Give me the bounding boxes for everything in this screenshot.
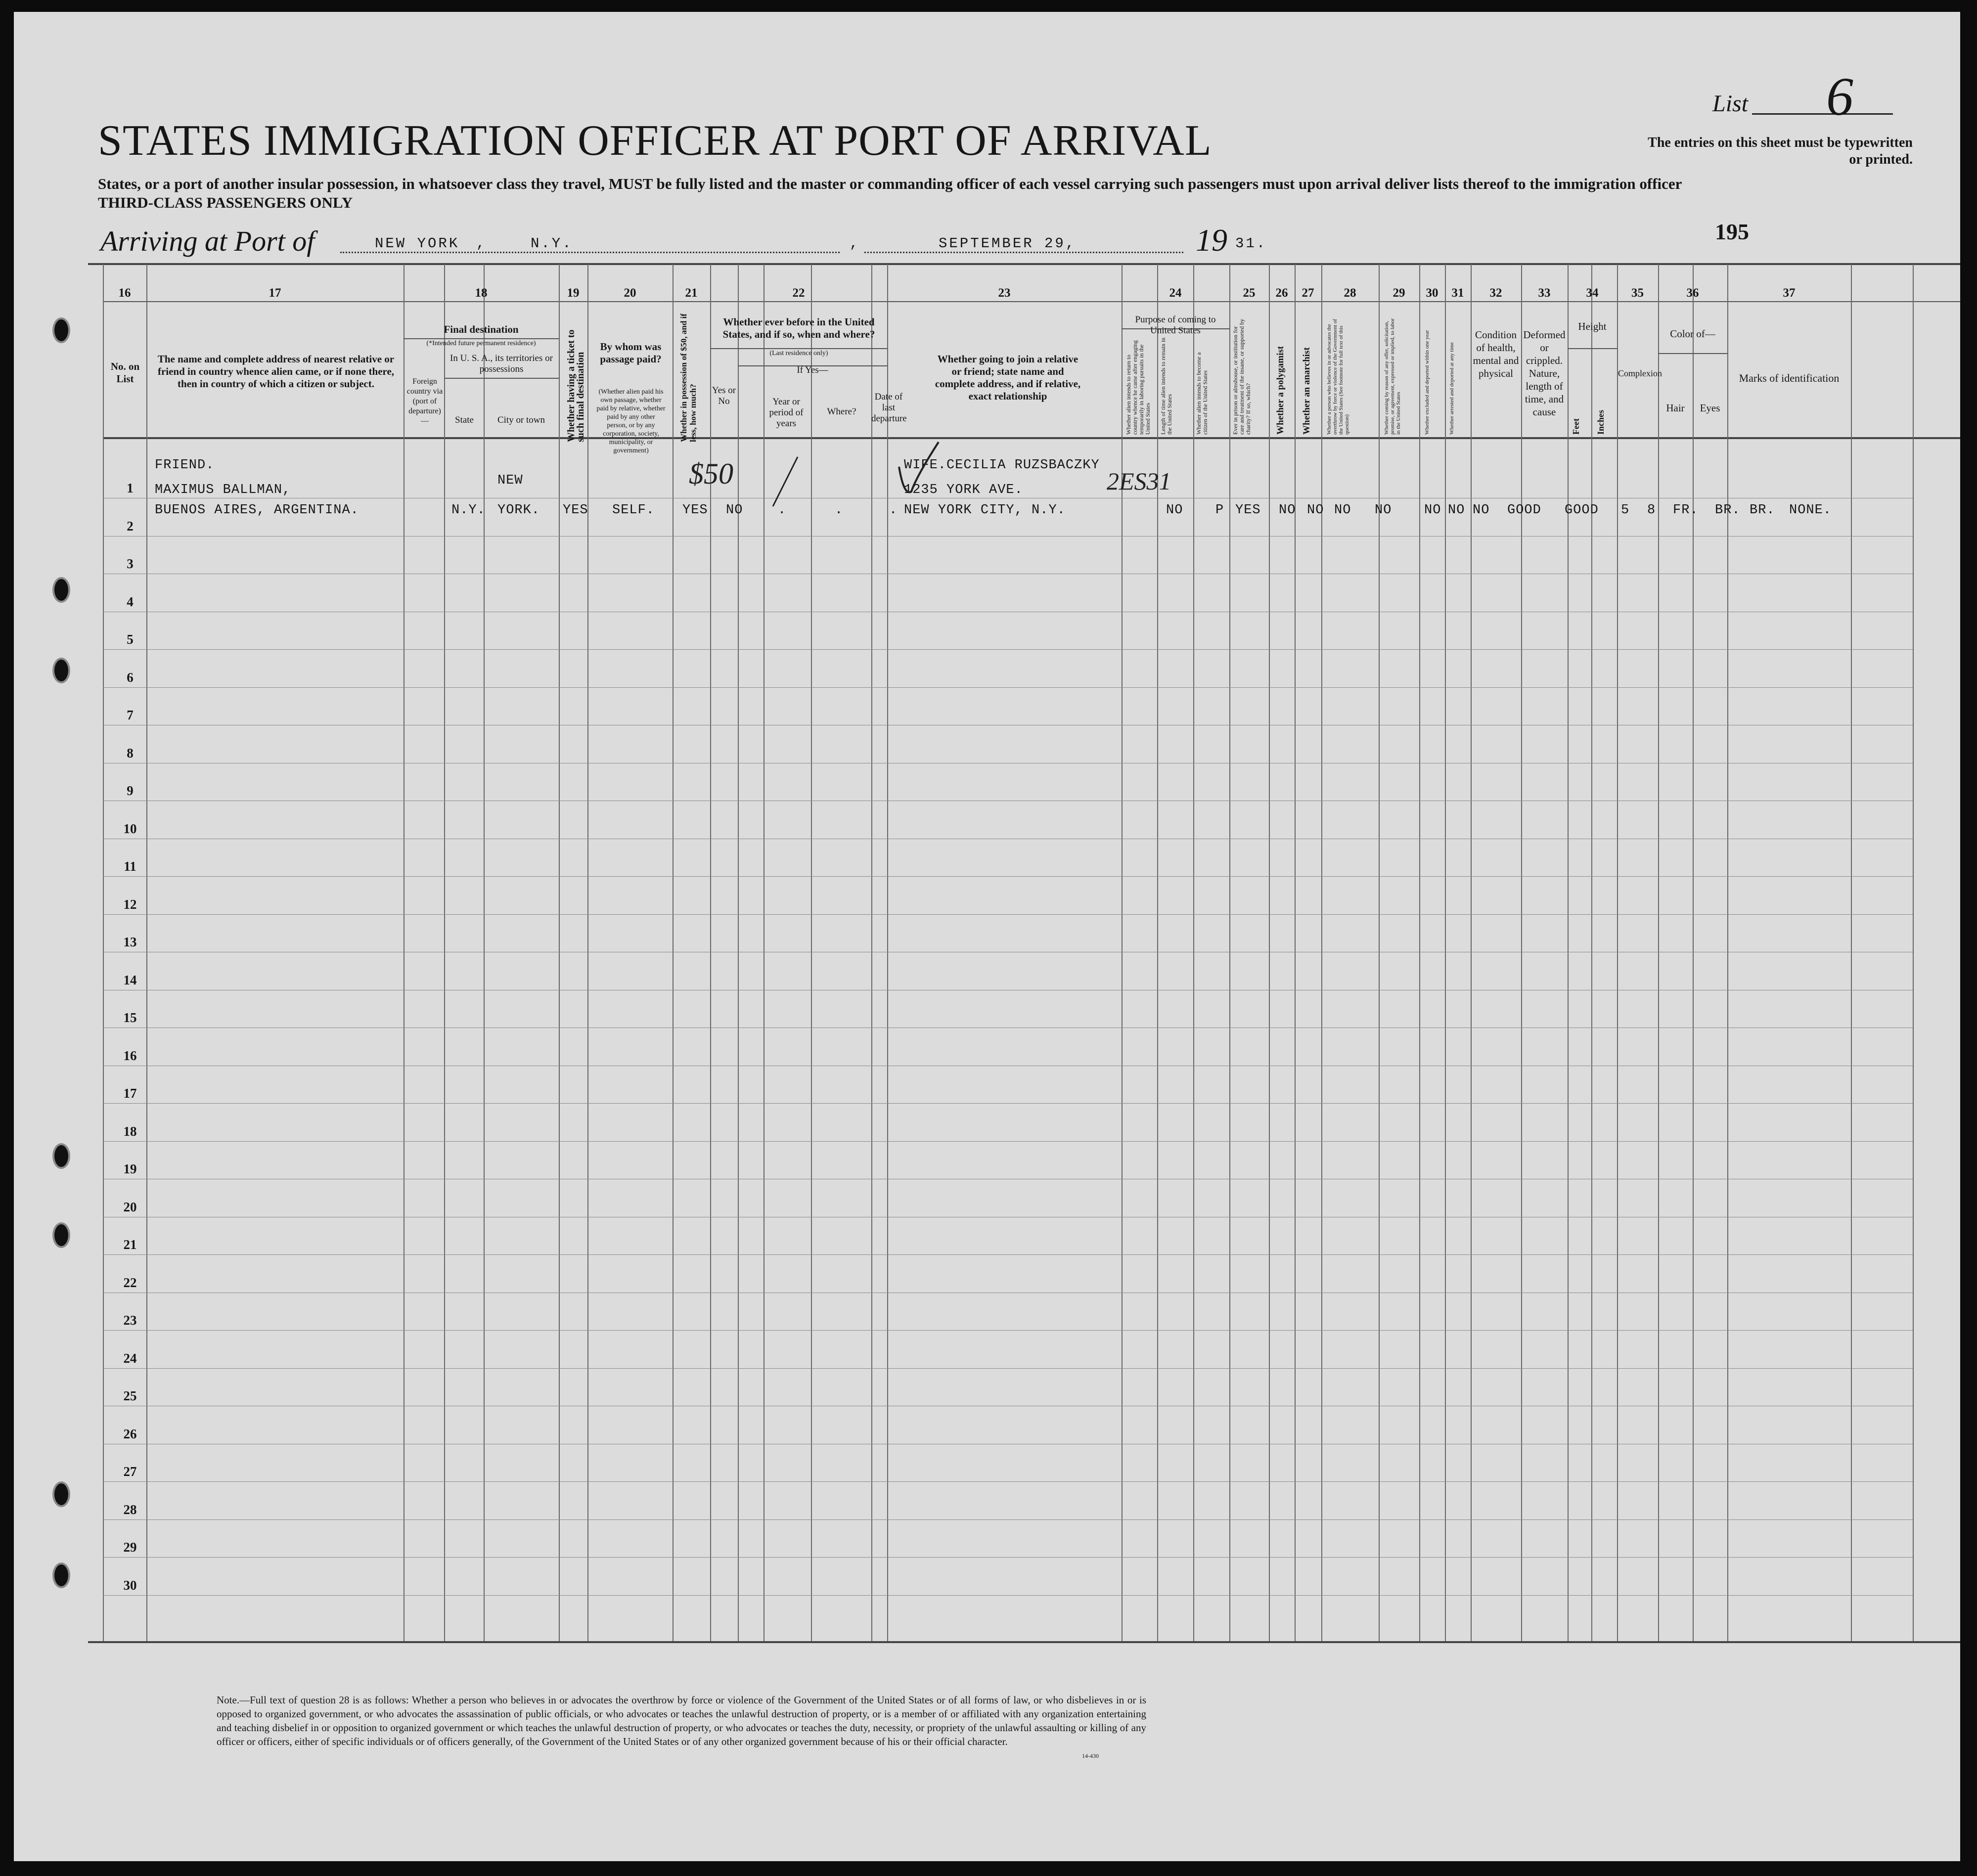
- header-passage-note: (Whether alien paid his own passage, whether paid by relative, whether paid by any other person, or by any corporation, society, municipality, or government): [596, 388, 666, 454]
- col-num: 34: [1586, 286, 1599, 300]
- handwritten-check-mark: [889, 437, 948, 506]
- row-rule: [103, 1141, 1913, 1142]
- row-number: 14: [123, 973, 137, 987]
- header-hair: Hair: [1666, 402, 1685, 414]
- column-divider: [1693, 264, 1694, 1641]
- class-notice: THIRD-CLASS PASSENGERS ONLY: [98, 194, 353, 211]
- q28-value: NO: [1375, 503, 1392, 518]
- header-purpose: Purpose of coming to United States: [1135, 314, 1216, 336]
- list-label: List: [1712, 90, 1749, 117]
- row-number: 26: [123, 1427, 137, 1441]
- table-bottom-border: [88, 1641, 1960, 1643]
- column-divider: [1471, 264, 1472, 1641]
- header-in-usa: In U. S. A., its territories or possessions: [450, 353, 553, 374]
- punch-hole: [52, 317, 70, 343]
- header-last-residence-note: (Last residence only): [769, 350, 828, 357]
- col-num: 37: [1783, 286, 1796, 300]
- header-relative-address: The name and complete address of nearest relative or friend in country whence alien came, or if none there, then in country of which a citizen or subject.: [157, 353, 395, 390]
- height-rule: [1568, 348, 1617, 349]
- destination-city-line1: NEW: [497, 473, 523, 488]
- column-divider: [444, 264, 445, 1641]
- col-num: 26: [1275, 286, 1288, 300]
- handwritten-amount: $50: [689, 457, 733, 490]
- column-number-rule: [103, 301, 1960, 302]
- col-num: 27: [1302, 286, 1314, 300]
- column-divider: [1379, 264, 1380, 1641]
- header-year-period: Year or period of years: [769, 397, 804, 429]
- row-rule: [103, 1330, 1913, 1331]
- row-rule: [103, 649, 1913, 650]
- header-ticket: Whether having a ticket to such final destination: [566, 329, 586, 442]
- row-number: 5: [127, 632, 134, 647]
- header-possession-50: Whether in possession of $50, and if less, how much?: [679, 313, 698, 442]
- punch-hole: [52, 1481, 70, 1507]
- eyes-value: BR.: [1750, 503, 1775, 518]
- row-rule: [103, 1557, 1913, 1558]
- header-date-last-departure: Date of last departure: [871, 392, 907, 424]
- col-num: 19: [567, 286, 580, 300]
- deformed-value: GOOD: [1565, 503, 1599, 518]
- header-purpose-length: Length of time alien intends to remain in the United States: [1160, 337, 1173, 435]
- destination-city-line2: YORK.: [497, 503, 540, 518]
- col-num: 28: [1344, 286, 1356, 300]
- return-value: NO: [1166, 503, 1183, 518]
- row-number: 6: [127, 670, 134, 685]
- row-rule: [103, 687, 1913, 688]
- column-divider: [1851, 264, 1852, 1641]
- col-num: 31: [1451, 286, 1464, 300]
- header-height: Height: [1578, 320, 1607, 332]
- column-divider: [587, 264, 588, 1641]
- column-divider: [1229, 264, 1230, 1641]
- header-prison: Ever in prison or almshouse, or institution for care and treatment of the insane, or supported by charity? If so, which?: [1232, 318, 1252, 435]
- column-divider: [1658, 264, 1659, 1641]
- row-number: 4: [127, 594, 134, 609]
- port-state: N.Y.: [531, 235, 573, 252]
- q29-value: NO: [1424, 503, 1441, 518]
- row-number: 18: [123, 1124, 137, 1139]
- header-no-on-list: No. on List: [110, 360, 140, 385]
- header-bottom-rule: [103, 437, 1960, 439]
- column-divider: [738, 264, 739, 1641]
- header-purpose-citizen: Whether alien intends to become a citizen of the United States: [1195, 352, 1209, 435]
- header-feet: Feet: [1571, 418, 1581, 435]
- header-inches: Inches: [1596, 409, 1606, 435]
- header-where: Where?: [827, 406, 856, 417]
- column-divider: [1727, 264, 1728, 1641]
- header-polygamist: Whether a polygamist: [1275, 346, 1286, 435]
- column-divider: [103, 264, 104, 1641]
- table-top-border: [88, 263, 1960, 265]
- header-marks: Marks of identification: [1739, 372, 1840, 384]
- q30-value: NO: [1448, 503, 1465, 518]
- col-num: 25: [1243, 286, 1256, 300]
- row-rule: [103, 1595, 1913, 1596]
- column-divider: [1617, 264, 1618, 1641]
- col-num: 17: [269, 286, 281, 300]
- col-num: 35: [1631, 286, 1644, 300]
- form-number: 14-430: [1082, 1752, 1099, 1759]
- column-divider: [1269, 264, 1270, 1641]
- handwritten-tick: [768, 452, 808, 516]
- col-num: 16: [118, 286, 131, 300]
- header-condition: Condition of health, mental and physical: [1473, 329, 1519, 379]
- col-num: 18: [475, 286, 488, 300]
- header-city: City or town: [497, 415, 545, 425]
- row-number: 7: [127, 708, 134, 722]
- row-number: 22: [123, 1275, 137, 1290]
- row-rule: [103, 1519, 1913, 1520]
- arrival-date: SEPTEMBER 29,: [939, 235, 1077, 252]
- col-num: 20: [624, 286, 636, 300]
- ticket-value: YES: [563, 503, 588, 518]
- col-num: 23: [998, 286, 1011, 300]
- header-paragraph: States, or a port of another insular possession, in whatsoever class they travel, MUST be fully listed and the master or commanding officer of each vessel carrying such passengers must upon arrival deliver lists thereof to the immigration officer: [98, 175, 1682, 192]
- polygamist-value: NO: [1307, 503, 1324, 518]
- year-19: 19: [1196, 223, 1227, 258]
- column-divider: [1591, 264, 1592, 1641]
- column-divider: [559, 264, 560, 1641]
- arriving-label: Arriving at Port of: [100, 225, 315, 257]
- usa-rule: [444, 378, 559, 379]
- column-divider: [1193, 264, 1194, 1641]
- handwritten-code: 2ES31: [1107, 467, 1171, 495]
- header-question-28: Whether a person who believes in or advocates the overthrow by force or violence of the Government of the United States (See footnote for full text of this question): [1326, 319, 1350, 435]
- col-num: 29: [1393, 286, 1405, 300]
- arrival-year: 31.: [1235, 235, 1267, 252]
- header-before-in-us: Whether ever before in the United States, and if so, when and where?: [722, 316, 875, 340]
- relative-relationship: FRIEND.: [155, 458, 215, 473]
- col-num: 36: [1686, 286, 1699, 300]
- row-number: 27: [123, 1464, 137, 1479]
- header-color-of: Color of—: [1670, 328, 1715, 340]
- row-rule: [103, 1368, 1913, 1369]
- prison-value: NO: [1279, 503, 1296, 518]
- page-title: STATES IMMIGRATION OFFICER AT PORT OF ARRIVAL: [98, 117, 1212, 165]
- header-question-29: Whether coming by reason of any offer, solicitation, promise, or agreement, expressed or implied, to labor in the United States: [1384, 318, 1401, 435]
- header-yes-no: Yes or No: [712, 385, 736, 406]
- row-number: 2: [127, 519, 134, 534]
- col-num: 21: [685, 286, 698, 300]
- row-number: 9: [127, 783, 134, 798]
- header-deformed: Deformed or crippled. Nature, length of time, and cause: [1523, 329, 1566, 418]
- length-value: P: [1215, 503, 1224, 518]
- row-rule: [103, 1027, 1913, 1028]
- footnote-question-28: Note.—Full text of question 28 is as follows: Whether a person who believes in or advocates the overthrow by force or violence of the Government of the United States or of all forms of law, or who disbelieves in or is opposed to organized government, or who advocates the assassination of public officials, or who advocates or teaches the unlawful destruction of property, or is a member of or affiliated with any organization entertaining and teaching disbelief in or opposition to organized government or which teaches the unlawful destruction of property, or who advocates or teaches the duty, necessity, or propriety of the unlawful assaulting or killing of any officer or officers, either of specific individuals or of officers generally, of the Government of the United States or of any other organized government because of his or their official character.: [217, 1694, 1146, 1747]
- punch-hole: [52, 658, 70, 683]
- row-number: 20: [123, 1200, 137, 1214]
- header-eyes: Eyes: [1700, 402, 1720, 414]
- col-num: 22: [792, 286, 805, 300]
- citizen-value: YES: [1235, 503, 1261, 518]
- column-divider: [1568, 264, 1569, 1641]
- row-rule: [103, 876, 1913, 877]
- row-rule: [103, 914, 1913, 915]
- header-complexion: Complexion: [1618, 368, 1662, 378]
- departure-value: .: [889, 503, 898, 518]
- row-number: 1: [127, 481, 134, 495]
- header-passage-paid: By whom was passage paid?: [600, 341, 662, 365]
- header-if-yes: If Yes—: [797, 365, 828, 375]
- passage-value: SELF.: [612, 503, 655, 518]
- punch-hole: [52, 1563, 70, 1588]
- column-divider: [1321, 264, 1322, 1641]
- header-question-31: Whether arrested and deported at any time: [1449, 342, 1455, 435]
- column-divider: [887, 264, 888, 1641]
- complexion-value: FR.: [1673, 503, 1699, 518]
- year-prefix: 195: [1715, 219, 1749, 244]
- header-foreign-country: Foreign country via (port of departure)—: [406, 377, 443, 425]
- row-rule: [103, 1103, 1913, 1104]
- row-number: 16: [123, 1048, 137, 1063]
- row-number: 3: [127, 556, 134, 571]
- row-number: 11: [124, 859, 136, 874]
- row-number: 19: [123, 1161, 137, 1176]
- color-rule: [1658, 353, 1727, 354]
- header-anarchist: Whether an anarchist: [1302, 347, 1312, 435]
- column-divider: [1521, 264, 1522, 1641]
- column-divider: [871, 264, 872, 1641]
- header-question-30: Whether excluded and deported within one year: [1424, 330, 1430, 435]
- relative-address: BUENOS AIRES, ARGENTINA.: [155, 503, 359, 518]
- port-city-comma: ,: [476, 235, 487, 252]
- destination-state: N.Y.: [451, 503, 486, 518]
- header-join-relative: Whether going to join a relative or friend; state name and complete address, and if relative, exact relationship: [935, 353, 1081, 402]
- marks-value: NONE.: [1789, 503, 1832, 518]
- punch-hole: [52, 1222, 70, 1248]
- row-number: 8: [127, 746, 134, 760]
- row-number: 10: [123, 821, 137, 836]
- feet-value: 5: [1621, 503, 1630, 518]
- row-number: 17: [123, 1086, 137, 1101]
- join-street: 1235 YORK AVE.: [904, 483, 1023, 497]
- date-dotted-line: [864, 252, 1183, 253]
- period-value: .: [778, 503, 787, 518]
- where-value: .: [835, 503, 844, 518]
- col-num: 30: [1426, 286, 1438, 300]
- row-number: 21: [123, 1237, 137, 1252]
- row-number: 24: [123, 1351, 137, 1366]
- header-purpose-return: Whether alien intends to return to country whence he came after engaging temporarily in laboring pursuits in the United States: [1125, 340, 1151, 435]
- col-num: 32: [1489, 286, 1502, 300]
- punch-hole: [52, 1143, 70, 1169]
- row-number: 28: [123, 1502, 137, 1517]
- row-number: 15: [123, 1010, 137, 1025]
- row-number: 30: [123, 1578, 137, 1593]
- anarchist-value: NO: [1334, 503, 1351, 518]
- list-number: 6: [1826, 66, 1853, 127]
- health-value: GOOD: [1507, 503, 1541, 518]
- inches-value: 8: [1647, 503, 1656, 518]
- port-dotted-line: [340, 252, 840, 253]
- col-num: 33: [1538, 286, 1551, 300]
- header-final-destination: Final destination: [444, 323, 519, 335]
- typing-instructions: The entries on this sheet must be typewritten or printed.: [1648, 135, 1913, 167]
- column-divider: [1913, 264, 1914, 1641]
- col-num: 24: [1169, 286, 1182, 300]
- join-relationship: WIFE.CECILIA RUZSBACZKY: [904, 458, 1100, 473]
- before-value: NO: [726, 503, 743, 518]
- punch-hole: [52, 577, 70, 603]
- row-number: 23: [123, 1313, 137, 1328]
- column-divider: [673, 264, 674, 1641]
- row-number: 12: [123, 897, 137, 912]
- column-divider: [484, 264, 485, 1641]
- manifest-sheet: [14, 12, 1960, 1861]
- hair-value: BR.: [1715, 503, 1741, 518]
- row-number: 25: [123, 1388, 137, 1403]
- q31-value: NO: [1473, 503, 1490, 518]
- column-divider: [1445, 264, 1446, 1641]
- join-city: NEW YORK CITY, N.Y.: [904, 503, 1066, 518]
- relative-name: MAXIMUS BALLMAN,: [155, 483, 291, 497]
- column-divider: [1295, 264, 1296, 1641]
- port-comma: ,: [850, 235, 860, 252]
- column-divider: [1419, 264, 1420, 1641]
- header-state: State: [455, 415, 474, 425]
- port-city: NEW YORK: [375, 235, 460, 252]
- header-final-destination-note: (*Intended future permanent residence): [426, 340, 536, 347]
- possession-value: YES: [682, 503, 708, 518]
- row-number: 29: [123, 1540, 137, 1555]
- row-rule: [103, 1254, 1913, 1255]
- list-underline: [1752, 113, 1893, 115]
- row-rule: [103, 1481, 1913, 1482]
- column-divider: [811, 264, 812, 1641]
- row-number: 13: [123, 935, 137, 949]
